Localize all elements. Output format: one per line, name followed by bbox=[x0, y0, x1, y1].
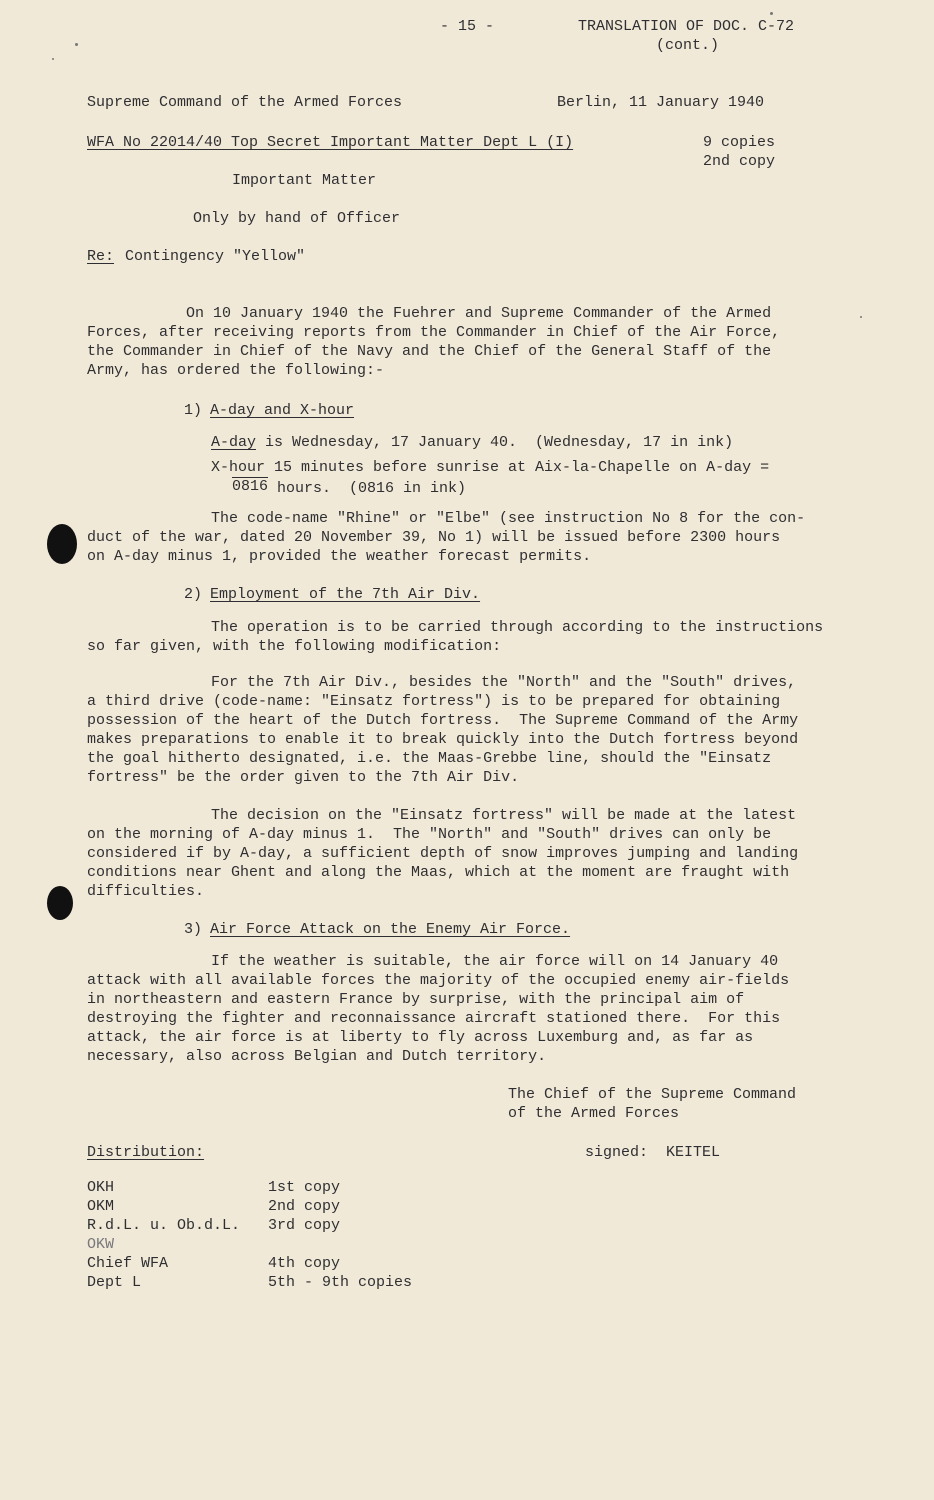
distribution-copy: 5th - 9th copies bbox=[268, 1274, 413, 1291]
translation-label: TRANSLATION OF DOC. C-72 bbox=[578, 18, 795, 35]
section2-title: Employment of the 7th Air Div. bbox=[210, 586, 481, 603]
distribution-label: Distribution: bbox=[87, 1144, 205, 1161]
section3-title: Air Force Attack on the Enemy Air Force. bbox=[210, 921, 571, 938]
re-label: Re: bbox=[87, 248, 115, 265]
intro-line: the Commander in Chief of the Navy and the Chief of the General Staff of the bbox=[87, 343, 772, 360]
section2-para1-line: so far given, with the following modification: bbox=[87, 638, 502, 655]
section3-para-line: attack with all available forces the majority of the occupied enemy air-fields bbox=[87, 972, 790, 989]
aday-text: is Wednesday, 17 January 40. (Wednesday, 17 in ink) bbox=[256, 434, 734, 451]
intro-line: On 10 January 1940 the Fuehrer and Supreme Commander of the Armed bbox=[186, 305, 772, 322]
paper-speck bbox=[860, 316, 862, 318]
paper-speck bbox=[770, 12, 773, 15]
place-date: Berlin, 11 January 1940 bbox=[557, 94, 765, 111]
section3-number: 3) bbox=[184, 921, 203, 938]
punch-hole-mark bbox=[47, 886, 73, 920]
page-number: - 15 - bbox=[440, 18, 495, 35]
section2-para2-line: fortress" be the order given to the 7th Air Div. bbox=[87, 769, 520, 786]
section2-para1-line: The operation is to be carried through according to the instructions bbox=[211, 619, 824, 636]
distribution-copy: 3rd copy bbox=[268, 1217, 341, 1234]
distribution-recipient: R.d.L. u. Ob.d.L. bbox=[87, 1217, 241, 1234]
section2-para2-line: the goal hitherto designated, i.e. the Maas-Grebbe line, should the "Einsatz bbox=[87, 750, 772, 767]
section2-para3-line: conditions near Ghent and along the Maas, which at the moment are fraught with bbox=[87, 864, 790, 881]
important-matter: Important Matter bbox=[232, 172, 377, 189]
section3-para-line: attack, the air force is at liberty to fly across Luxemburg and, as far as bbox=[87, 1029, 754, 1046]
signed-keitel: signed: KEITEL bbox=[585, 1144, 721, 1161]
distribution-recipient: Chief WFA bbox=[87, 1255, 169, 1272]
signature-title: The Chief of the Supreme Command bbox=[508, 1086, 797, 1103]
paper-speck bbox=[75, 43, 78, 46]
paper-speck bbox=[52, 58, 54, 60]
section2-para3-line: difficulties. bbox=[87, 883, 205, 900]
section3-para-line: If the weather is suitable, the air force will on 14 January 40 bbox=[211, 953, 779, 970]
xhour-time: 0816 bbox=[232, 478, 269, 495]
codename-line: The code-name "Rhine" or "Elbe" (see instruction No 8 for the con- bbox=[211, 510, 806, 527]
codename-line: on A-day minus 1, provided the weather forecast permits. bbox=[87, 548, 592, 565]
distribution-recipient: OKH bbox=[87, 1179, 115, 1196]
xhour-line: X-hour 15 minutes before sunrise at Aix-la-Chapelle on A-day = bbox=[211, 459, 770, 476]
copy-number: 2nd copy bbox=[703, 153, 776, 170]
section2-number: 2) bbox=[184, 586, 203, 603]
re-subject: Contingency "Yellow" bbox=[125, 248, 306, 265]
distribution-copy: 2nd copy bbox=[268, 1198, 341, 1215]
distribution-copy: 1st copy bbox=[268, 1179, 341, 1196]
xhour-line-rest: hours. (0816 in ink) bbox=[268, 480, 467, 497]
continued-label: (cont.) bbox=[656, 37, 720, 54]
reference-number: WFA No 22014/40 Top Secret Important Matter Dept L (I) bbox=[87, 134, 574, 151]
section2-para3-line: on the morning of A-day minus 1. The "North" and "South" drives can only be bbox=[87, 826, 772, 843]
section2-para2-line: a third drive (code-name: "Einsatz fortress") is to be prepared for obtaining bbox=[87, 693, 781, 710]
section2-para3-line: considered if by A-day, a sufficient depth of snow improves jumping and landing bbox=[87, 845, 799, 862]
section2-para3-line: The decision on the "Einsatz fortress" will be made at the latest bbox=[211, 807, 797, 824]
section2-para2-line: For the 7th Air Div., besides the "North" and the "South" drives, bbox=[211, 674, 797, 691]
intro-line: Army, has ordered the following:- bbox=[87, 362, 385, 379]
handling-note: Only by hand of Officer bbox=[193, 210, 401, 227]
section3-para-line: destroying the fighter and reconnaissance aircraft stationed there. For this bbox=[87, 1010, 781, 1027]
intro-line: Forces, after receiving reports from the Commander in Chief of the Air Force, bbox=[87, 324, 781, 341]
issuer: Supreme Command of the Armed Forces bbox=[87, 94, 403, 111]
codename-line: duct of the war, dated 20 November 39, No 1) will be issued before 2300 hours bbox=[87, 529, 781, 546]
section3-para-line: necessary, also across Belgian and Dutch territory. bbox=[87, 1048, 547, 1065]
signature-title: of the Armed Forces bbox=[508, 1105, 680, 1122]
section1-title: A-day and X-hour bbox=[210, 402, 355, 419]
aday-label: A-day bbox=[211, 434, 257, 451]
section1-number: 1) bbox=[184, 402, 203, 419]
distribution-recipient: Dept L bbox=[87, 1274, 142, 1291]
section2-para2-line: makes preparations to enable it to break quickly into the Dutch fortress beyond bbox=[87, 731, 799, 748]
section3-para-line: in northeastern and eastern France by surprise, with the principal aim of bbox=[87, 991, 745, 1008]
section2-para2-line: possession of the heart of the Dutch fortress. The Supreme Command of the Army bbox=[87, 712, 799, 729]
distribution-copy: 4th copy bbox=[268, 1255, 341, 1272]
copies-count: 9 copies bbox=[703, 134, 776, 151]
distribution-recipient: OKM bbox=[87, 1198, 115, 1215]
distribution-recipient: OKW bbox=[87, 1236, 115, 1253]
punch-hole-mark bbox=[47, 524, 77, 564]
